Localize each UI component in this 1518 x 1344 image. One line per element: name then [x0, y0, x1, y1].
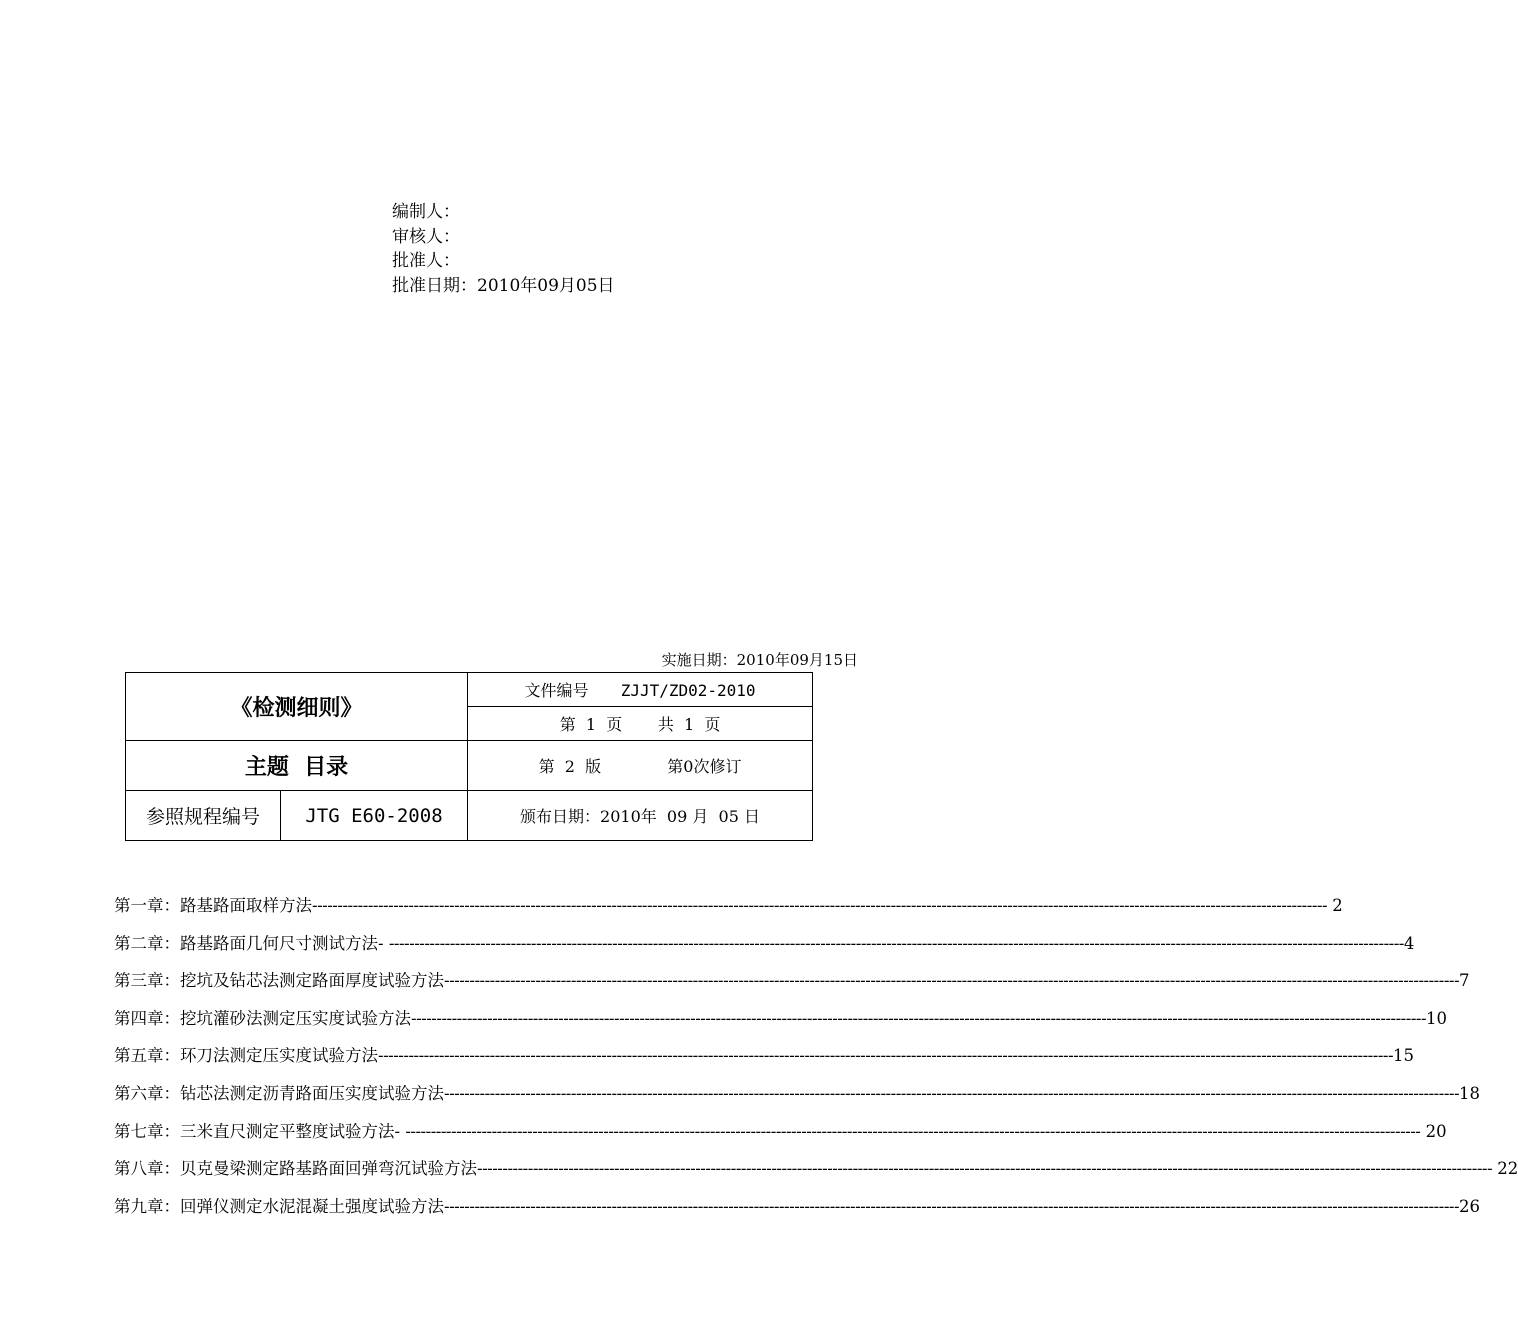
toc-item-title: 第四章：挖坑灌砂法测定压实度试验方法: [114, 1008, 411, 1028]
toc-item[interactable]: [114, 1000, 1448, 1038]
toc-leader: --------------------------------------------------------------------------------------------------------------------------------------------------------------------------------------------------------: [444, 1196, 1460, 1216]
issue-date: 颁布日期：2010年 09 月 05 日: [468, 791, 813, 841]
edition-cell: [468, 741, 813, 791]
toc-item-page: 20: [1420, 1121, 1447, 1141]
toc-item-page: 22: [1492, 1159, 1518, 1179]
revision-text: 第0次修订: [667, 757, 742, 776]
table-of-contents: [114, 887, 1518, 1225]
toc-leader: --------------------------------------------------------------------------------------------------------------------------------------------------------------------------------------------------------: [405, 1121, 1421, 1141]
toc-leader: --------------------------------------------------------------------------------------------------------------------------------------------------------------------------------------------------------: [411, 1008, 1427, 1028]
toc-leader: --------------------------------------------------------------------------------------------------------------------------------------------------------------------------------------------------------: [388, 933, 1404, 953]
file-number-cell: [468, 673, 813, 707]
subject-title: 主题 目录: [126, 741, 468, 791]
toc-item-title: 第五章：环刀法测定压实度试验方法: [114, 1046, 378, 1066]
toc-item-page: 4: [1403, 933, 1415, 953]
toc-leader: --------------------------------------------------------------------------------------------------------------------------------------------------------------------------------------------------------: [477, 1159, 1493, 1179]
toc-item-page: 7: [1459, 971, 1470, 991]
toc-item-page: 15: [1393, 1046, 1415, 1066]
toc-item-page: 10: [1426, 1008, 1448, 1028]
toc-item[interactable]: [114, 1188, 1481, 1226]
toc-item-title: 第三章：挖坑及钻芯法测定路面厚度试验方法: [114, 971, 444, 991]
toc-item-page: 2: [1327, 896, 1343, 915]
toc-item-title: 第一章：路基路面取样方法: [114, 896, 312, 915]
approver-line: 批准人：: [392, 251, 460, 271]
toc-item[interactable]: [114, 1150, 1518, 1188]
signature-block: [392, 200, 615, 298]
implementation-date: 实施日期：2010年09月15日: [661, 651, 858, 669]
toc-item-title: 第九章：回弹仪测定水泥混凝土强度试验方法: [114, 1196, 444, 1216]
edition-text: 第 2 版: [538, 757, 602, 776]
file-number-value: ZJJT/ZD02-2010: [620, 681, 756, 700]
toc-item[interactable]: [114, 925, 1415, 963]
toc-leader: --------------------------------------------------------------------------------------------------------------------------------------------------------------------------------------------------------: [444, 971, 1460, 991]
file-number-label: 文件编号: [524, 681, 589, 700]
toc-item-title: 第二章：路基路面几何尺寸测试方法-: [114, 933, 389, 953]
toc-item-page: 18: [1459, 1083, 1481, 1103]
reference-code-value: JTG E60-2008: [281, 791, 468, 841]
approval-date-line: 批准日期：2010年09月05日: [392, 275, 615, 296]
toc-item[interactable]: [114, 1037, 1415, 1075]
toc-item[interactable]: [114, 1113, 1447, 1151]
reviewer-line: 审核人：: [392, 226, 460, 247]
page-info: 第 1 页 共 1 页: [468, 707, 813, 741]
document-header-table: [125, 672, 813, 841]
toc-leader: --------------------------------------------------------------------------------------------------------------------------------------------------------------------------------------------------------: [312, 896, 1328, 915]
toc-item[interactable]: [114, 887, 1343, 925]
toc-item[interactable]: [114, 962, 1470, 1000]
toc-item[interactable]: [114, 1075, 1481, 1113]
toc-item-page: 26: [1459, 1196, 1481, 1216]
toc-item-title: 第七章：三米直尺测定平整度试验方法-: [114, 1121, 406, 1141]
toc-item-title: 第六章：钻芯法测定沥青路面压实度试验方法: [114, 1083, 444, 1103]
document-title: 《检测细则》: [126, 673, 468, 741]
compiler-line: 编制人：: [392, 202, 460, 222]
toc-item-title: 第八章：贝克曼梁测定路基路面回弹弯沉试验方法: [114, 1159, 477, 1179]
reference-code-label: 参照规程编号: [126, 791, 281, 841]
toc-leader: --------------------------------------------------------------------------------------------------------------------------------------------------------------------------------------------------------: [378, 1046, 1394, 1066]
toc-leader: --------------------------------------------------------------------------------------------------------------------------------------------------------------------------------------------------------: [444, 1083, 1460, 1103]
